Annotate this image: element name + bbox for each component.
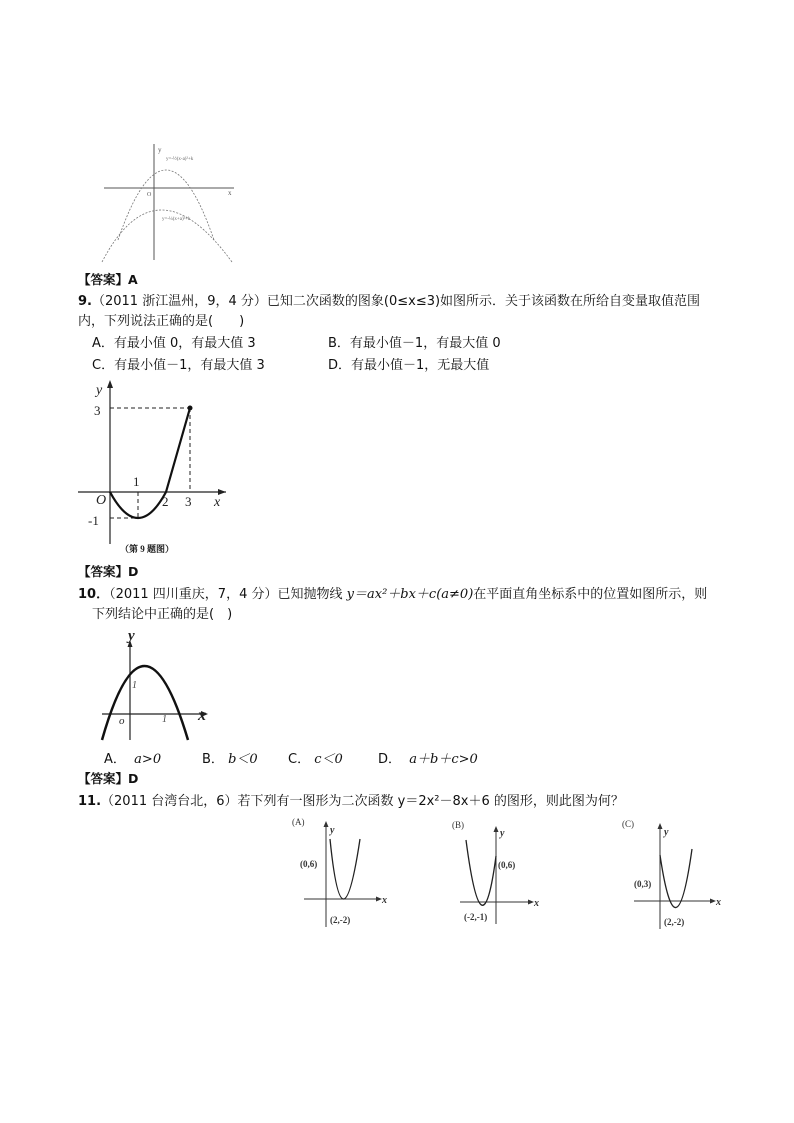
- q11-graph-c: [620, 815, 730, 935]
- q11-a-y-arrow: [324, 821, 329, 827]
- q11-c-x: x: [716, 897, 721, 908]
- q11-graph-a: [290, 815, 400, 935]
- q11-b-point1: (0,6): [498, 860, 516, 870]
- q9-curve: [110, 408, 190, 518]
- q10-origin-label: o: [119, 715, 125, 727]
- q10-option-b-text: b＜0: [228, 752, 258, 767]
- q11-b-y-arrow: [494, 826, 499, 832]
- q10-number: 10．: [78, 587, 110, 602]
- q9-option-c: C．有最小值－1，有最大值 3: [92, 358, 265, 373]
- q10-text-1a: 已知抛物线: [277, 587, 347, 602]
- q9-source: （2011 浙江温州，9，4 分）: [91, 294, 267, 309]
- q8-upper-parabola: [118, 170, 214, 240]
- q9-endpoint: [188, 406, 193, 411]
- q8-x-label: x: [228, 189, 232, 197]
- q8-y-label: y: [158, 146, 162, 154]
- q11-c-y: y: [664, 827, 669, 838]
- q10-formula: y＝ax²＋bx＋c(a≠0): [346, 587, 474, 602]
- q11-b-y: y: [500, 828, 505, 839]
- q9-text-1: 已知二次函数的图象(0≤x≤3)如图所示．关于该函数在所给自变量取值范围: [266, 294, 701, 309]
- q11-number: 11.: [78, 794, 102, 809]
- answer-8: 【答案】A: [78, 272, 138, 287]
- q11-a-x: x: [382, 895, 387, 906]
- q11-c-label: (C): [622, 819, 634, 829]
- q11-c-y-arrow: [658, 823, 663, 829]
- q10-option-d-label: D．: [378, 752, 402, 767]
- q9-number: 9.: [78, 294, 92, 309]
- q9-graph-figure: [74, 374, 244, 558]
- q10-text-1b: 在平面直角坐标系中的位置如图所示，则: [473, 587, 708, 602]
- q11-line: [78, 790, 624, 809]
- q11-c-point2: (2,-2): [664, 917, 685, 927]
- q10-option-d: [378, 748, 478, 767]
- q8-lower-formula: y=-¼(x+a)²+k: [162, 217, 191, 222]
- q11-b-label: (B): [452, 820, 464, 830]
- q11-text: （2011 台湾台北，6）若下列有一图形为二次函数 y＝2x²－8x＋6 的图形，则此图为何？: [101, 794, 624, 809]
- q9-option-b: B．有最小值－1，有最大值 0: [328, 336, 501, 351]
- q11-a-point2: (2,-2): [330, 915, 351, 925]
- q10-line1: [78, 583, 707, 602]
- q10-option-a-text: a>0: [134, 752, 162, 767]
- q9-option-d: D．有最小值－1，无最大值: [328, 358, 490, 373]
- q9-x-label: x: [214, 495, 221, 510]
- q8-parabola-figure: [100, 140, 240, 264]
- q11-a-y: y: [330, 825, 335, 836]
- q9-tick-3: 3: [94, 403, 101, 418]
- q10-option-a-label: A．: [104, 752, 126, 767]
- q11-a-label: (A): [292, 817, 305, 827]
- q10-parabola-figure: [98, 624, 218, 742]
- q11-b-point2: (-2,-1): [464, 912, 488, 922]
- q9-line1: [78, 290, 700, 309]
- q10-option-d-text: a＋b＋c>0: [409, 752, 478, 767]
- q11-c-curve: [660, 849, 692, 908]
- q11-a-point1: (0,6): [300, 859, 318, 869]
- q9-tick-x3: 3: [185, 494, 192, 509]
- q10-y-label: y: [128, 628, 135, 644]
- q9-origin-label: O: [96, 493, 107, 508]
- q10-option-a: [104, 748, 161, 767]
- q11-b-x: x: [534, 898, 539, 909]
- q11-b-curve: [466, 840, 496, 905]
- q10-curve: [102, 666, 188, 740]
- q10-option-b: [202, 748, 258, 767]
- q10-x-label: x: [198, 707, 206, 724]
- answer-10: 【答案】D: [78, 771, 139, 786]
- q8-origin-label: O: [147, 192, 152, 198]
- q9-option-a: A．有最小值 0，有最大值 3: [92, 336, 256, 351]
- q9-caption: （第 9 题图）: [120, 544, 175, 554]
- q8-upper-formula: y=-½(x-a)²+k: [166, 157, 194, 162]
- q9-text-2: 内，下列说法正确的是( ): [78, 314, 245, 329]
- q11-c-point1: (0,3): [634, 879, 652, 889]
- q11-graph-b: [450, 818, 560, 928]
- q10-option-c-label: C．: [288, 752, 311, 767]
- q10-option-c: [288, 748, 343, 767]
- q10-mark-x1: 1: [162, 714, 167, 725]
- q9-tick-1: 1: [133, 474, 140, 489]
- q9-tick-neg1: -1: [88, 513, 99, 528]
- q9-tick-2: 2: [162, 494, 169, 509]
- q10-mark-y1: 1: [132, 680, 137, 691]
- answer-9: 【答案】D: [78, 564, 139, 579]
- q11-a-curve: [330, 839, 360, 899]
- q10-source: （2011 四川重庆，7，4 分）: [109, 587, 278, 602]
- q10-text-2: 下列结论中正确的是( ): [92, 607, 233, 622]
- q9-y-label: y: [96, 383, 103, 398]
- q10-option-b-label: B．: [202, 752, 224, 767]
- q9-y-arrow: [107, 380, 113, 388]
- q10-option-c-text: c＜0: [314, 752, 343, 767]
